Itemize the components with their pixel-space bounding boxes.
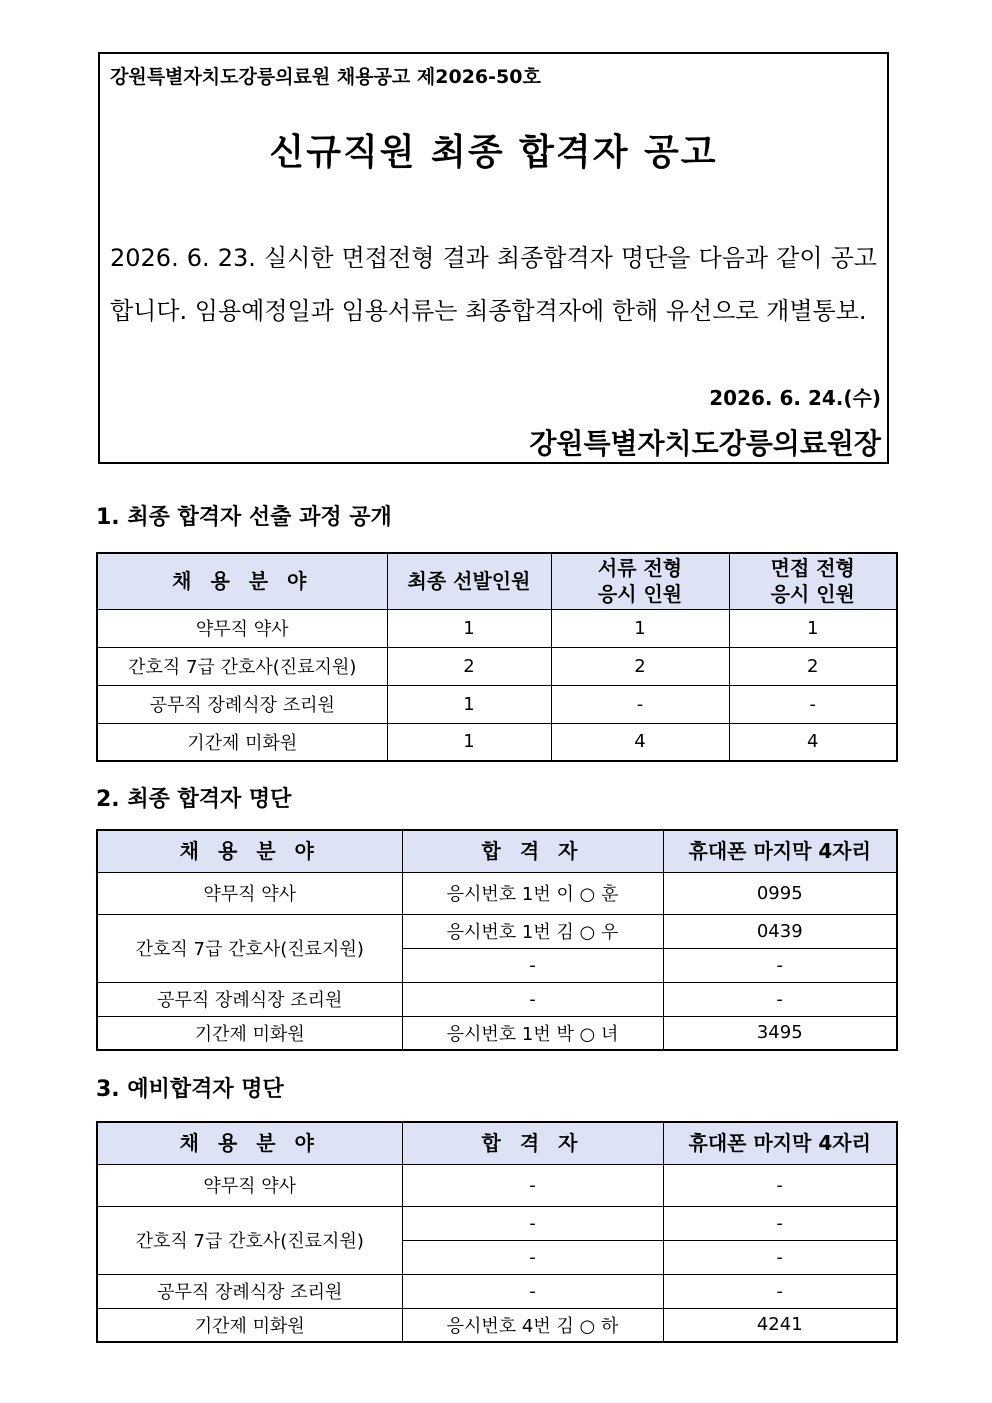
table-header-row <box>97 1122 897 1164</box>
table-row <box>97 982 897 1016</box>
final-passers-table <box>96 829 898 1051</box>
cell-passer: - <box>402 1164 663 1206</box>
cell-phone: - <box>663 1274 897 1308</box>
cell-field: 기간제 미화원 <box>97 1308 402 1342</box>
cell-phone: - <box>663 948 897 982</box>
header-interview <box>729 553 897 609</box>
cell-passer: - <box>402 948 663 982</box>
cell-selected: 1 <box>387 685 551 723</box>
cell-phone: 4241 <box>663 1308 897 1342</box>
table-header-row <box>97 553 897 609</box>
cell-passer: - <box>402 1206 663 1240</box>
notice-box <box>98 52 889 464</box>
cell-interview: 4 <box>729 723 897 761</box>
cell-field: 약무직 약사 <box>97 872 402 914</box>
notice-number: 강원특별자치도강릉의료원 채용공고 제2026-50호 <box>110 66 541 88</box>
header-field: 채 용 분 야 <box>97 553 387 609</box>
table-row <box>97 723 897 761</box>
cell-field: 공무직 장례식장 조리원 <box>97 685 387 723</box>
table-row <box>97 1206 897 1240</box>
cell-phone: 0439 <box>663 914 897 948</box>
cell-interview: 2 <box>729 647 897 685</box>
cell-passer: 응시번호 4번 김 ○ 하 <box>402 1308 663 1342</box>
cell-passer: - <box>402 1240 663 1274</box>
cell-field: 기간제 미화원 <box>97 723 387 761</box>
cell-document: 1 <box>551 609 729 647</box>
cell-phone: 3495 <box>663 1016 897 1050</box>
cell-field: 약무직 약사 <box>97 609 387 647</box>
cell-selected: 2 <box>387 647 551 685</box>
section2-heading: 2. 최종 합격자 명단 <box>96 787 292 812</box>
header-document-line2: 응시 인원 <box>597 582 683 607</box>
table-row <box>97 647 897 685</box>
table-row <box>97 685 897 723</box>
table-row <box>97 609 897 647</box>
notice-signature: 강원특별자치도강릉의료원장 <box>529 427 881 460</box>
cell-selected: 1 <box>387 723 551 761</box>
notice-title: 신규직원 최종 합격자 공고 <box>269 132 718 173</box>
header-document-line1: 서류 전형 <box>597 556 683 581</box>
cell-document: 2 <box>551 647 729 685</box>
cell-phone: - <box>663 1240 897 1274</box>
cell-field: 약무직 약사 <box>97 1164 402 1206</box>
cell-field: 공무직 장례식장 조리원 <box>97 1274 402 1308</box>
header-field: 채 용 분 야 <box>97 1122 402 1164</box>
cell-phone: - <box>663 982 897 1016</box>
header-document <box>551 553 729 609</box>
table-row <box>97 1308 897 1342</box>
cell-field: 간호직 7급 간호사(진료지원) <box>97 647 387 685</box>
cell-passer: 응시번호 1번 박 ○ 녀 <box>402 1016 663 1050</box>
header-field: 채 용 분 야 <box>97 830 402 872</box>
header-phone: 휴대폰 마지막 4자리 <box>663 1122 897 1164</box>
cell-document: - <box>551 685 729 723</box>
cell-phone: 0995 <box>663 872 897 914</box>
table-row <box>97 1274 897 1308</box>
header-passer: 합 격 자 <box>402 830 663 872</box>
header-passer: 합 격 자 <box>402 1122 663 1164</box>
cell-passer: - <box>402 1274 663 1308</box>
cell-passer: 응시번호 1번 김 ○ 우 <box>402 914 663 948</box>
table-row <box>97 914 897 948</box>
header-phone: 휴대폰 마지막 4자리 <box>663 830 897 872</box>
cell-field: 기간제 미화원 <box>97 1016 402 1050</box>
cell-passer: 응시번호 1번 이 ○ 훈 <box>402 872 663 914</box>
table-row <box>97 1016 897 1050</box>
table-row <box>97 872 897 914</box>
cell-interview: 1 <box>729 609 897 647</box>
header-selected: 최종 선발인원 <box>387 553 551 609</box>
cell-phone: - <box>663 1164 897 1206</box>
notice-date: 2026. 6. 24.(수) <box>709 386 881 410</box>
header-interview-line1: 면접 전형 <box>770 556 855 581</box>
cell-field: 간호직 7급 간호사(진료지원) <box>97 1206 402 1274</box>
cell-field: 간호직 7급 간호사(진료지원) <box>97 914 402 982</box>
cell-selected: 1 <box>387 609 551 647</box>
notice-body: 2026. 6. 23. 실시한 면접전형 결과 최종합격자 명단을 다음과 같이 공고합니다. 임용예정일과 임용서류는 최종합격자에 한해 유선으로 개별통보. <box>110 244 877 325</box>
table-row <box>97 1164 897 1206</box>
cell-passer: - <box>402 982 663 1016</box>
table-header-row <box>97 830 897 872</box>
header-interview-line2: 응시 인원 <box>770 582 855 607</box>
section1-heading: 1. 최종 합격자 선출 과정 공개 <box>96 505 392 530</box>
selection-process-table <box>96 552 898 762</box>
cell-field: 공무직 장례식장 조리원 <box>97 982 402 1016</box>
cell-document: 4 <box>551 723 729 761</box>
section3-heading: 3. 예비합격자 명단 <box>96 1077 284 1102</box>
reserve-passers-table <box>96 1121 898 1343</box>
cell-interview: - <box>729 685 897 723</box>
cell-phone: - <box>663 1206 897 1240</box>
